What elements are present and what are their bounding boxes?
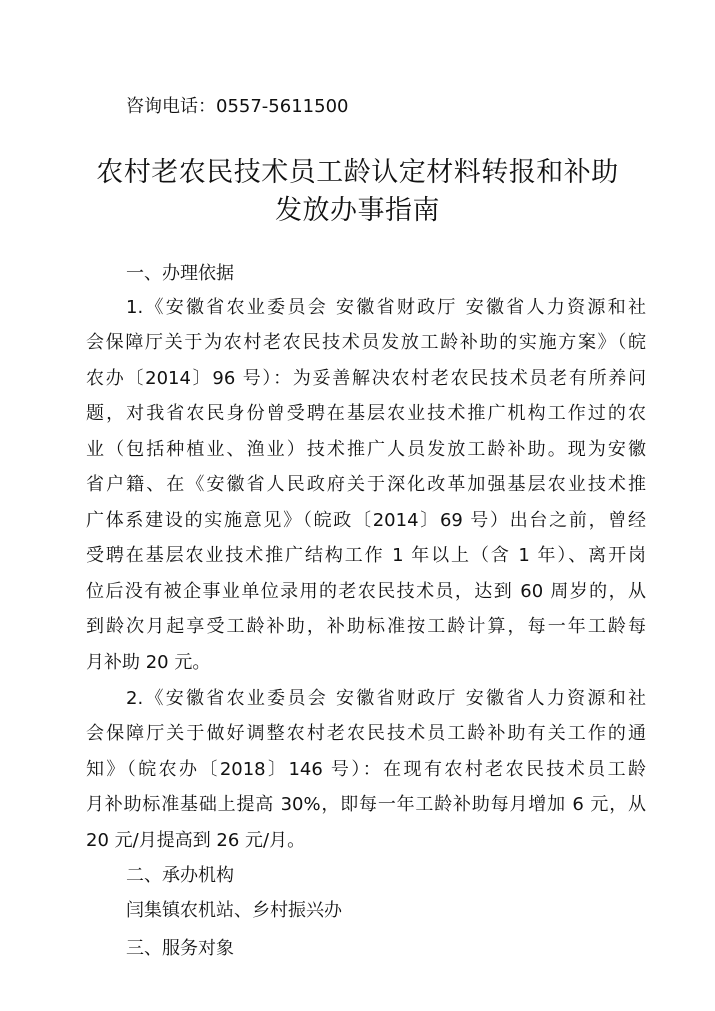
basis-item2-line: 20 元/月提高到 26 元/月。 <box>86 830 306 851</box>
consult-hotline: 咨询电话：0557-5611500 <box>126 96 349 117</box>
basis-item1-line: 省户籍、在《安徽省人民政府关于深化改革加强基层农业技术推 <box>86 474 646 495</box>
basis-item2-line: 月补助标准基础上提高 30%，即每一年工龄补助每月增加 6 元，从 <box>86 794 646 815</box>
basis-item1-line: 业（包括种植业、渔业）技术推广人员发放工龄补助。现为安徽 <box>86 439 646 460</box>
section-heading-basis: 一、办理依据 <box>126 263 234 284</box>
basis-item2-line: 2.《安徽省农业委员会 安徽省财政厅 安徽省人力资源和社 <box>126 688 646 709</box>
basis-item1-line: 到龄次月起享受工龄补助，补助标准按工龄计算，每一年工龄每 <box>86 616 646 637</box>
basis-item1-line: 受聘在基层农业技术推广结构工作 1 年以上（含 1 年）、离开岗 <box>86 545 646 566</box>
section-heading-service: 三、服务对象 <box>126 938 234 959</box>
basis-item1-line: 月补助 20 元。 <box>86 652 211 673</box>
basis-item2-line: 会保障厅关于做好调整农村老农民技术员工龄补助有关工作的通 <box>86 723 646 744</box>
basis-item1-line: 题，对我省农民身份曾受聘在基层农业技术推广机构工作过的农 <box>86 403 646 424</box>
document-title-line-1: 农村老农民技术员工龄认定材料转报和补助 <box>96 157 619 188</box>
basis-item1-line: 位后没有被企事业单位录用的老农民技术员，达到 60 周岁的，从 <box>86 581 646 602</box>
section-heading-agency: 二、承办机构 <box>126 865 234 886</box>
basis-item2-line: 知》（皖农办〔2018〕146 号）：在现有农村老农民技术员工龄 <box>86 759 646 780</box>
document-title-line-2: 发放办事指南 <box>275 195 440 226</box>
basis-item1-line: 1.《安徽省农业委员会 安徽省财政厅 安徽省人力资源和社 <box>126 297 646 318</box>
agency-text: 闫集镇农机站、乡村振兴办 <box>126 900 342 921</box>
basis-item1-line: 农办〔2014〕96 号）：为妥善解决农村老农民技术员老有所养问 <box>86 368 646 389</box>
basis-item1-line: 广体系建设的实施意见》（皖政〔2014〕69 号）出台之前，曾经 <box>86 510 646 531</box>
basis-item1-line: 会保障厅关于为农村老农民技术员发放工龄补助的实施方案》（皖 <box>86 332 646 353</box>
